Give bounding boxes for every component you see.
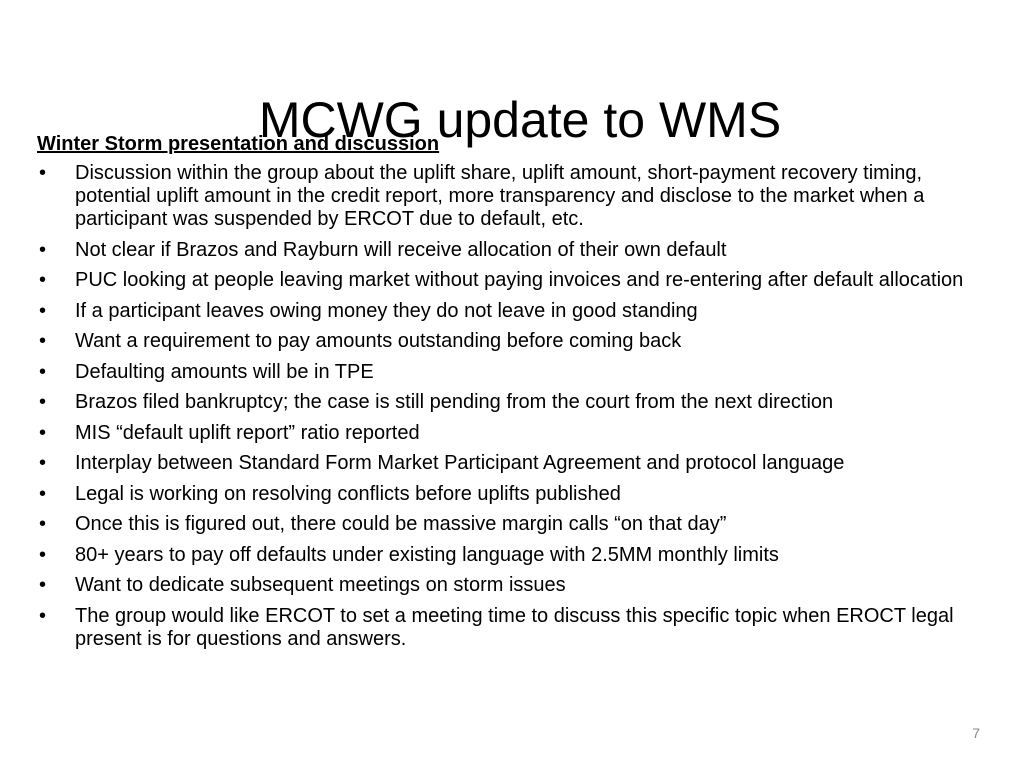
bullet-icon: • xyxy=(39,162,47,184)
section-heading: Winter Storm presentation and discussion xyxy=(37,133,440,155)
bullet-list xyxy=(37,162,997,658)
bullet-item xyxy=(37,269,997,292)
bullet-icon: • xyxy=(39,360,47,383)
bullet-item xyxy=(37,162,997,231)
bullet-text: Interplay between Standard Form Market Participant Agreement and protocol language xyxy=(75,452,845,474)
bullet-text: Brazos filed bankruptcy; the case is still pending from the court from the next direction xyxy=(75,391,834,413)
bullet-icon: • xyxy=(39,269,47,291)
bullet-text: Discussion within the group about the uplift share, uplift amount, short-payment recovery timing, potential uplift amount in the credit report, more transparency and disclose to the market when a participant was suspended by ERCOT due to default, etc. xyxy=(75,162,925,230)
bullet-item xyxy=(37,330,997,353)
bullet-icon: • xyxy=(39,299,47,322)
bullet-icon: • xyxy=(39,513,47,535)
bullet-icon: • xyxy=(39,391,47,413)
bullet-text: Defaulting amounts will be in TPE xyxy=(75,360,374,383)
bullet-item xyxy=(37,452,997,475)
bullet-icon: • xyxy=(39,574,47,596)
bullet-item xyxy=(37,483,997,506)
page-number: 7 xyxy=(972,725,980,741)
bullet-item xyxy=(37,239,997,262)
bullet-item xyxy=(37,544,997,567)
bullet-text: MIS “default uplift report” ratio reported xyxy=(75,421,420,444)
bullet-text: Legal is working on resolving conflicts before uplifts published xyxy=(75,482,621,505)
bullet-icon: • xyxy=(39,330,47,352)
bullet-item xyxy=(37,422,997,445)
bullet-text: PUC looking at people leaving market without paying invoices and re-entering after default allocation xyxy=(75,269,964,291)
bullet-icon: • xyxy=(39,482,47,505)
bullet-text: Want to dedicate subsequent meetings on storm issues xyxy=(75,574,566,596)
bullet-text: Want a requirement to pay amounts outstanding before coming back xyxy=(75,330,682,352)
bullet-icon: • xyxy=(39,604,47,627)
bullet-item xyxy=(37,300,997,323)
bullet-item xyxy=(37,513,997,536)
bullet-text: If a participant leaves owing money they do not leave in good standing xyxy=(75,299,698,322)
bullet-item xyxy=(37,361,997,384)
slide-title: MCWG update to WMS xyxy=(258,91,782,148)
bullet-text: Once this is figured out, there could be massive margin calls “on that day” xyxy=(75,513,727,535)
bullet-icon: • xyxy=(39,238,47,261)
bullet-text: The group would like ERCOT to set a meeting time to discuss this specific topic when EROCT legal present is for questions and answers. xyxy=(75,604,954,650)
bullet-icon: • xyxy=(39,452,47,474)
bullet-icon: • xyxy=(39,421,47,444)
bullet-text: 80+ years to pay off defaults under existing language with 2.5MM monthly limits xyxy=(75,543,779,566)
bullet-item xyxy=(37,574,997,597)
bullet-text: Not clear if Brazos and Rayburn will receive allocation of their own default xyxy=(75,238,727,261)
bullet-item xyxy=(37,605,997,651)
bullet-icon: • xyxy=(39,543,47,566)
bullet-item xyxy=(37,391,997,414)
